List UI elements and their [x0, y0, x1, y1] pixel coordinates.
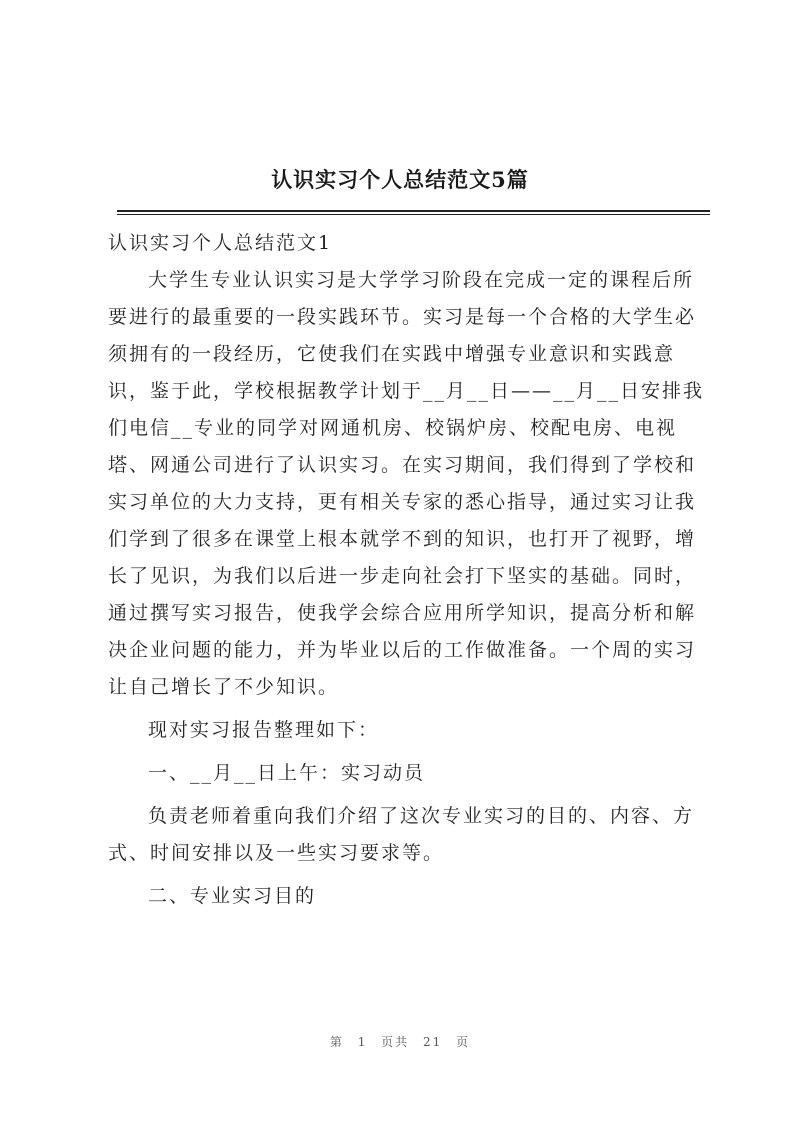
title-rule-thin: [117, 214, 710, 215]
title-rule-thick: [117, 210, 710, 212]
footer-label-page: 第: [329, 1035, 344, 1049]
paragraph: 一、__月__日上午：实习动员: [148, 762, 426, 784]
page-footer: [0, 1033, 800, 1050]
footer-total-pages: 21: [423, 1035, 443, 1049]
paragraph: 二、专业实习目的: [148, 885, 317, 907]
footer-label-end: 页: [456, 1035, 471, 1049]
footer-current-page: 1: [357, 1035, 368, 1049]
document-title: 认识实习个人总结范文5篇: [271, 167, 529, 192]
paragraph: 大学生专业认识实习是大学学习阶段在完成一定的课程后所要进行的最重要的一段实践环节。实习是每一个合格的大学生必须拥有的一段经历，它使我们在实践中增强专业意识和实践意识，鉴于此，学校根据教学计划于__月__日——__月__日安排我们电信__专业的同学对网通机房、校锅炉房、校配电房、电视塔、网通公司进行了认识实习。在实习期间，我们得到了学校和实习单位的大力支持，更有相关专家的悉心指导，通过实习让我们学到了很多在课堂上根本就学不到的知识，也打开了视野，增长了见识，为我们以后进一步走向社会打下坚实的基础。同时，通过撰写实习报告，使我学会综合应用所学知识，提高分析和解决企业问题的能力，并为毕业以后的工作做准备。一个周的实习让自己增长了不少知识。: [108, 269, 705, 698]
footer-label-of: 页共: [381, 1035, 410, 1049]
section-heading: 认识实习个人总结范文1: [108, 232, 333, 254]
paragraph: 现对实习报告整理如下：: [148, 719, 380, 741]
paragraph: 负责老师着重向我们介绍了这次专业实习的目的、内容、方式、时间安排以及一些实习要求等。: [108, 805, 695, 864]
document-body: [108, 225, 708, 915]
